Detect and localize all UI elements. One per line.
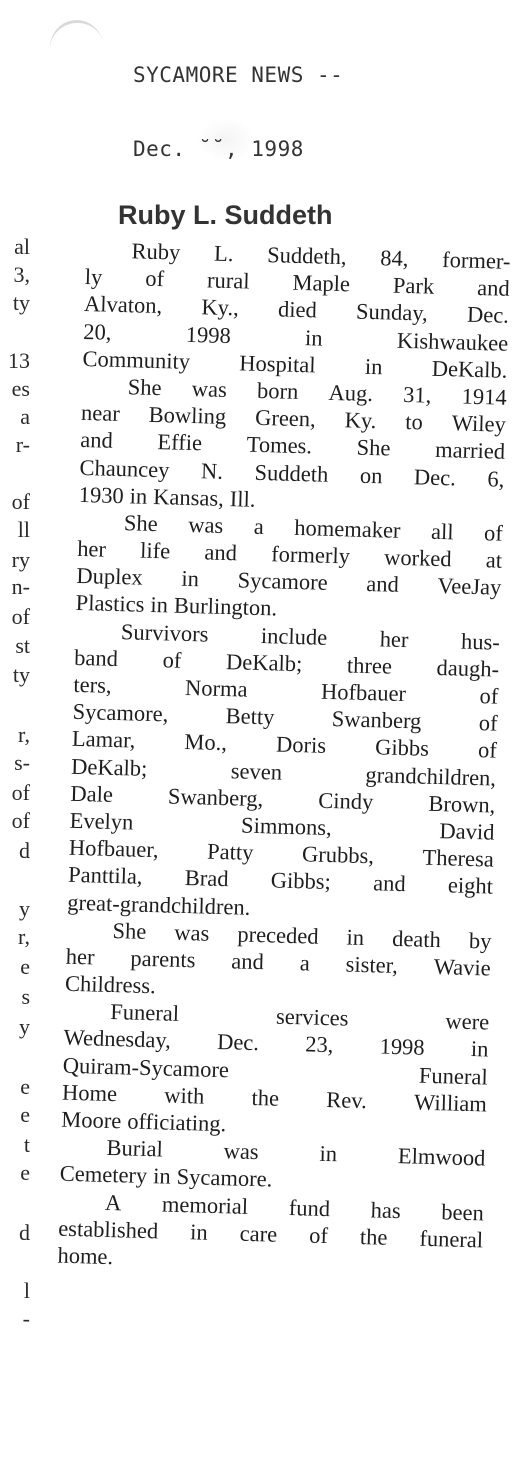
obituary-word: and xyxy=(372,870,407,897)
obituary-word: the xyxy=(251,1084,280,1111)
obituary-word: Green, xyxy=(254,404,317,432)
fragment-text: d xyxy=(19,1220,30,1245)
obituary-word: Kishwaukee xyxy=(396,327,509,356)
obituary-word: care xyxy=(239,1220,278,1247)
obituary-word: Evelyn xyxy=(69,807,134,835)
obituary-word: services xyxy=(275,1003,349,1031)
obituary-word: She xyxy=(127,374,162,401)
obituary-word: parents xyxy=(130,945,196,973)
obituary-word: She xyxy=(123,510,159,536)
obituary-word: were xyxy=(445,1008,490,1035)
obituary-word: on xyxy=(359,462,383,488)
obituary-word: Park xyxy=(392,272,435,299)
obituary-word: Elmwood xyxy=(397,1143,486,1171)
obituary-word: Cemetery xyxy=(59,1161,148,1189)
obituary-word: Brown, xyxy=(428,790,496,818)
obituary-word: her xyxy=(65,943,95,970)
obituary-word: Survivors xyxy=(120,618,209,647)
obituary-word: and xyxy=(231,948,265,975)
obituary-word: memorial xyxy=(161,1191,249,1219)
fragment-text: 3, xyxy=(13,262,30,287)
fragment-text: a xyxy=(20,404,30,429)
obituary-word: seven xyxy=(230,757,283,785)
obituary-word: Moore xyxy=(60,1106,122,1134)
obituary-word: Lamar, xyxy=(71,726,136,753)
obituary-word: 84, xyxy=(379,245,409,272)
obituary-word: Betty xyxy=(225,703,275,730)
obituary-word: three xyxy=(346,652,393,679)
obituary-word: with xyxy=(163,1082,205,1109)
obituary-word: rural xyxy=(206,267,250,294)
obituary-word: of xyxy=(477,737,498,764)
obituary-word: of xyxy=(483,520,504,546)
obituary-word: in xyxy=(319,1141,338,1167)
obituary-word: Childress. xyxy=(64,970,157,999)
obituary-word: DeKalb. xyxy=(431,355,508,383)
obituary-word: to xyxy=(404,409,424,435)
obituary-word: funeral xyxy=(419,1225,484,1253)
obituary-word: near xyxy=(80,400,121,427)
obituary-word: L. xyxy=(213,240,234,267)
obituary-word: She xyxy=(112,917,147,944)
obituary-word: Sycamore, xyxy=(72,699,169,727)
fragment-text: ry xyxy=(11,547,30,572)
obituary-word: Dec. xyxy=(466,302,510,329)
fragment-text: t xyxy=(23,1132,30,1157)
obituary-word: at xyxy=(485,547,503,573)
clipping-date-label: Dec. ˘˘, 1998 xyxy=(133,137,304,161)
obituary-word: Sunday, xyxy=(355,298,429,326)
obituary-word: include xyxy=(260,622,328,650)
fragment-text: ty xyxy=(12,290,30,315)
obituary-word: Gibbs xyxy=(374,734,430,762)
obituary-word: homemaker xyxy=(293,514,401,543)
obituary-word: 31, xyxy=(402,381,432,408)
obituary-word: was xyxy=(191,375,228,402)
obituary-word: Community xyxy=(82,345,191,374)
obituary-word: been xyxy=(441,1198,485,1226)
obituary-word: the xyxy=(359,1223,388,1250)
obituary-word: has xyxy=(370,1196,402,1223)
obituary-word: Panttila, xyxy=(67,862,143,890)
obituary-word: Swanberg, xyxy=(167,783,264,811)
fragment-text: s- xyxy=(14,750,30,775)
fragment-text: d xyxy=(19,838,30,863)
obituary-word: 23, xyxy=(304,1031,334,1058)
obituary-word: VeeJay xyxy=(437,573,502,600)
obituary-word: and xyxy=(476,275,511,302)
obituary-word: Dec. xyxy=(216,1029,260,1056)
obituary-word: Sycamore. xyxy=(176,1164,273,1192)
obituary-word: a xyxy=(253,513,265,539)
obituary-word: Dale xyxy=(70,780,114,807)
obituary-word: Tomes. xyxy=(246,431,313,459)
fragment-text: r, xyxy=(18,924,30,949)
punch-hole-mark xyxy=(45,16,108,82)
fragment-text: e xyxy=(20,954,30,979)
obituary-word: Simmons, xyxy=(240,812,333,841)
obituary-word: Suddeth, xyxy=(266,242,347,270)
obituary-word: 1998 xyxy=(379,1033,425,1061)
obituary-word: David xyxy=(439,818,495,845)
obituary-word: in xyxy=(129,483,148,509)
obituary-word: was xyxy=(187,511,224,538)
obituary-word: died xyxy=(277,296,318,323)
obituary-word: Quiram-Sycamore xyxy=(62,1052,230,1082)
obituary-word: worked xyxy=(383,544,452,572)
obituary-word: life xyxy=(139,537,171,564)
obituary-word: Theresa xyxy=(422,844,495,872)
obituary-word: Duplex xyxy=(76,563,144,590)
obituary-word: grandchildren, xyxy=(365,761,497,791)
obituary-word: Wiley xyxy=(451,410,507,437)
obituary-word: 1914 xyxy=(461,383,507,410)
obituary-word: Aug. xyxy=(328,379,374,407)
fragment-text: l xyxy=(23,1278,30,1303)
obituary-word: established xyxy=(57,1215,159,1244)
obituary-word: Swanberg xyxy=(331,706,422,734)
obituary-word: Maple xyxy=(292,269,351,297)
fragment-text: al xyxy=(14,234,30,259)
fragment-text: ty xyxy=(12,662,30,687)
fragment-text: e xyxy=(20,1160,30,1185)
obituary-word: Dec. xyxy=(413,463,457,490)
obituary-word: born xyxy=(256,377,299,404)
obituary-word: was xyxy=(223,1138,260,1165)
fragment-text: es xyxy=(11,376,30,401)
obituary-word: Ruby xyxy=(131,238,181,265)
obituary-word: and xyxy=(204,539,238,566)
clipping-source-label: SYCAMORE NEWS -- xyxy=(133,63,344,87)
obituary-word: and xyxy=(79,427,114,454)
obituary-word: Ky. xyxy=(344,407,377,434)
obituary-word: in xyxy=(150,592,169,618)
obituary-word: Home xyxy=(61,1079,118,1107)
fragment-text: e xyxy=(20,1102,30,1127)
fragment-text: of xyxy=(11,780,30,805)
obituary-word: preceded xyxy=(237,921,319,949)
obituary-word: Kansas, xyxy=(152,483,225,511)
fragment-text: e xyxy=(20,1074,30,1099)
obituary-word: Doris xyxy=(275,731,327,759)
obituary-word: Cindy xyxy=(317,787,374,814)
obituary-word: was xyxy=(174,919,210,946)
obituary-word: Wavie xyxy=(433,953,492,981)
obituary-word: married xyxy=(434,437,506,465)
fragment-text: r, xyxy=(18,722,30,747)
fragment-text: - xyxy=(22,1306,30,1331)
obituary-word: in xyxy=(346,924,365,950)
obituary-word: hus- xyxy=(460,628,501,655)
fragment-text: of xyxy=(11,604,30,629)
obituary-word: ters, xyxy=(73,671,112,698)
obituary-word: her xyxy=(379,625,409,652)
obituary-word: Chauncey xyxy=(79,454,170,482)
fragment-text: s xyxy=(21,984,30,1009)
obituary-word: 20, xyxy=(82,318,112,345)
obituary-word: She xyxy=(356,434,391,461)
obituary-word: in xyxy=(364,353,383,380)
fragment-text: 13 xyxy=(8,348,30,373)
obituary-word: of xyxy=(478,710,498,736)
fragment-text: of xyxy=(11,808,30,833)
obituary-word: Burlington. xyxy=(173,593,278,621)
obituary-word: Funeral xyxy=(110,999,180,1027)
obituary-word: N. xyxy=(200,457,224,484)
obituary-word: 1930 xyxy=(78,481,125,508)
obituary-word: Mo., xyxy=(184,729,228,756)
obituary-word: DeKalb; xyxy=(70,753,148,781)
fragment-text: r- xyxy=(15,432,30,457)
fragment-text: of xyxy=(11,489,30,514)
obituary-word: of xyxy=(308,1222,329,1248)
obituary-word: home. xyxy=(57,1242,114,1270)
obituary-word: formerly xyxy=(270,541,351,569)
obituary-word: death xyxy=(391,925,442,952)
obituary-word: daugh- xyxy=(436,654,500,682)
obituary-word: Burial xyxy=(106,1135,164,1162)
obituary-word: Suddeth xyxy=(254,459,329,487)
obituary-word: Funeral xyxy=(418,1062,489,1090)
obituary-word: Ky., xyxy=(201,294,240,321)
obituary-word: of xyxy=(479,683,499,709)
obituary-word: William xyxy=(413,1089,488,1117)
fragment-text: st xyxy=(15,633,30,658)
obituary-word: 1998 xyxy=(185,321,232,348)
obituary-word: Hofbauer, xyxy=(68,834,159,863)
adjacent-column-fragment xyxy=(0,0,30,1477)
obituary-word: great-grandchildren. xyxy=(67,889,251,920)
obituary-word: 6, xyxy=(487,465,505,492)
obituary-body xyxy=(57,236,511,1281)
obituary-word: in xyxy=(181,566,200,592)
obituary-word: ly xyxy=(84,264,103,290)
obituary-word: Grubbs, xyxy=(301,841,375,869)
obituary-word: in xyxy=(304,324,323,351)
obituary-word: Wednesday, xyxy=(63,1025,172,1054)
obituary-word: former- xyxy=(441,246,511,274)
obituary-word: DeKalb; xyxy=(225,648,303,677)
fragment-text: y xyxy=(19,896,30,921)
obituary-word: fund xyxy=(288,1194,331,1221)
obituary-word: sister, xyxy=(345,951,399,978)
obituary-word: her xyxy=(76,535,107,562)
obituary-word: Alvaton, xyxy=(83,291,163,319)
fragment-text: n- xyxy=(11,574,30,599)
obituary-headline: Ruby L. Suddeth xyxy=(118,200,333,230)
obituary-word: Gibbs; xyxy=(270,867,332,895)
obituary-word: a xyxy=(299,950,311,976)
obituary-word: band xyxy=(73,644,119,671)
obituary-word: and xyxy=(366,571,400,598)
obituary-word: of xyxy=(162,647,182,673)
obituary-word: Norma xyxy=(184,674,248,702)
obituary-word: of xyxy=(145,265,165,292)
obituary-word: Sycamore xyxy=(237,567,328,596)
fragment-text: y xyxy=(19,1014,30,1039)
obituary-word: Hospital xyxy=(239,350,316,378)
obituary-word: all xyxy=(430,518,454,545)
obituary-word: Bowling xyxy=(148,401,227,430)
obituary-word: in xyxy=(470,1036,489,1062)
obituary-word: officiating. xyxy=(126,1108,227,1137)
obituary-word: A xyxy=(104,1189,122,1215)
obituary-word: eight xyxy=(447,872,494,899)
obituary-word: Effie xyxy=(157,429,203,456)
obituary-word: Patty xyxy=(206,838,254,866)
obituary-word: by xyxy=(468,927,492,954)
obituary-word: Brad xyxy=(184,865,229,892)
obituary-word: Ill. xyxy=(229,485,256,512)
fragment-text: ll xyxy=(17,517,30,542)
obituary-word: Hofbauer xyxy=(320,678,407,707)
obituary-word: Plastics xyxy=(75,590,145,618)
obituary-word: in xyxy=(152,1163,172,1190)
obituary-word: Rev. xyxy=(326,1086,368,1113)
obituary-word: in xyxy=(189,1219,209,1245)
